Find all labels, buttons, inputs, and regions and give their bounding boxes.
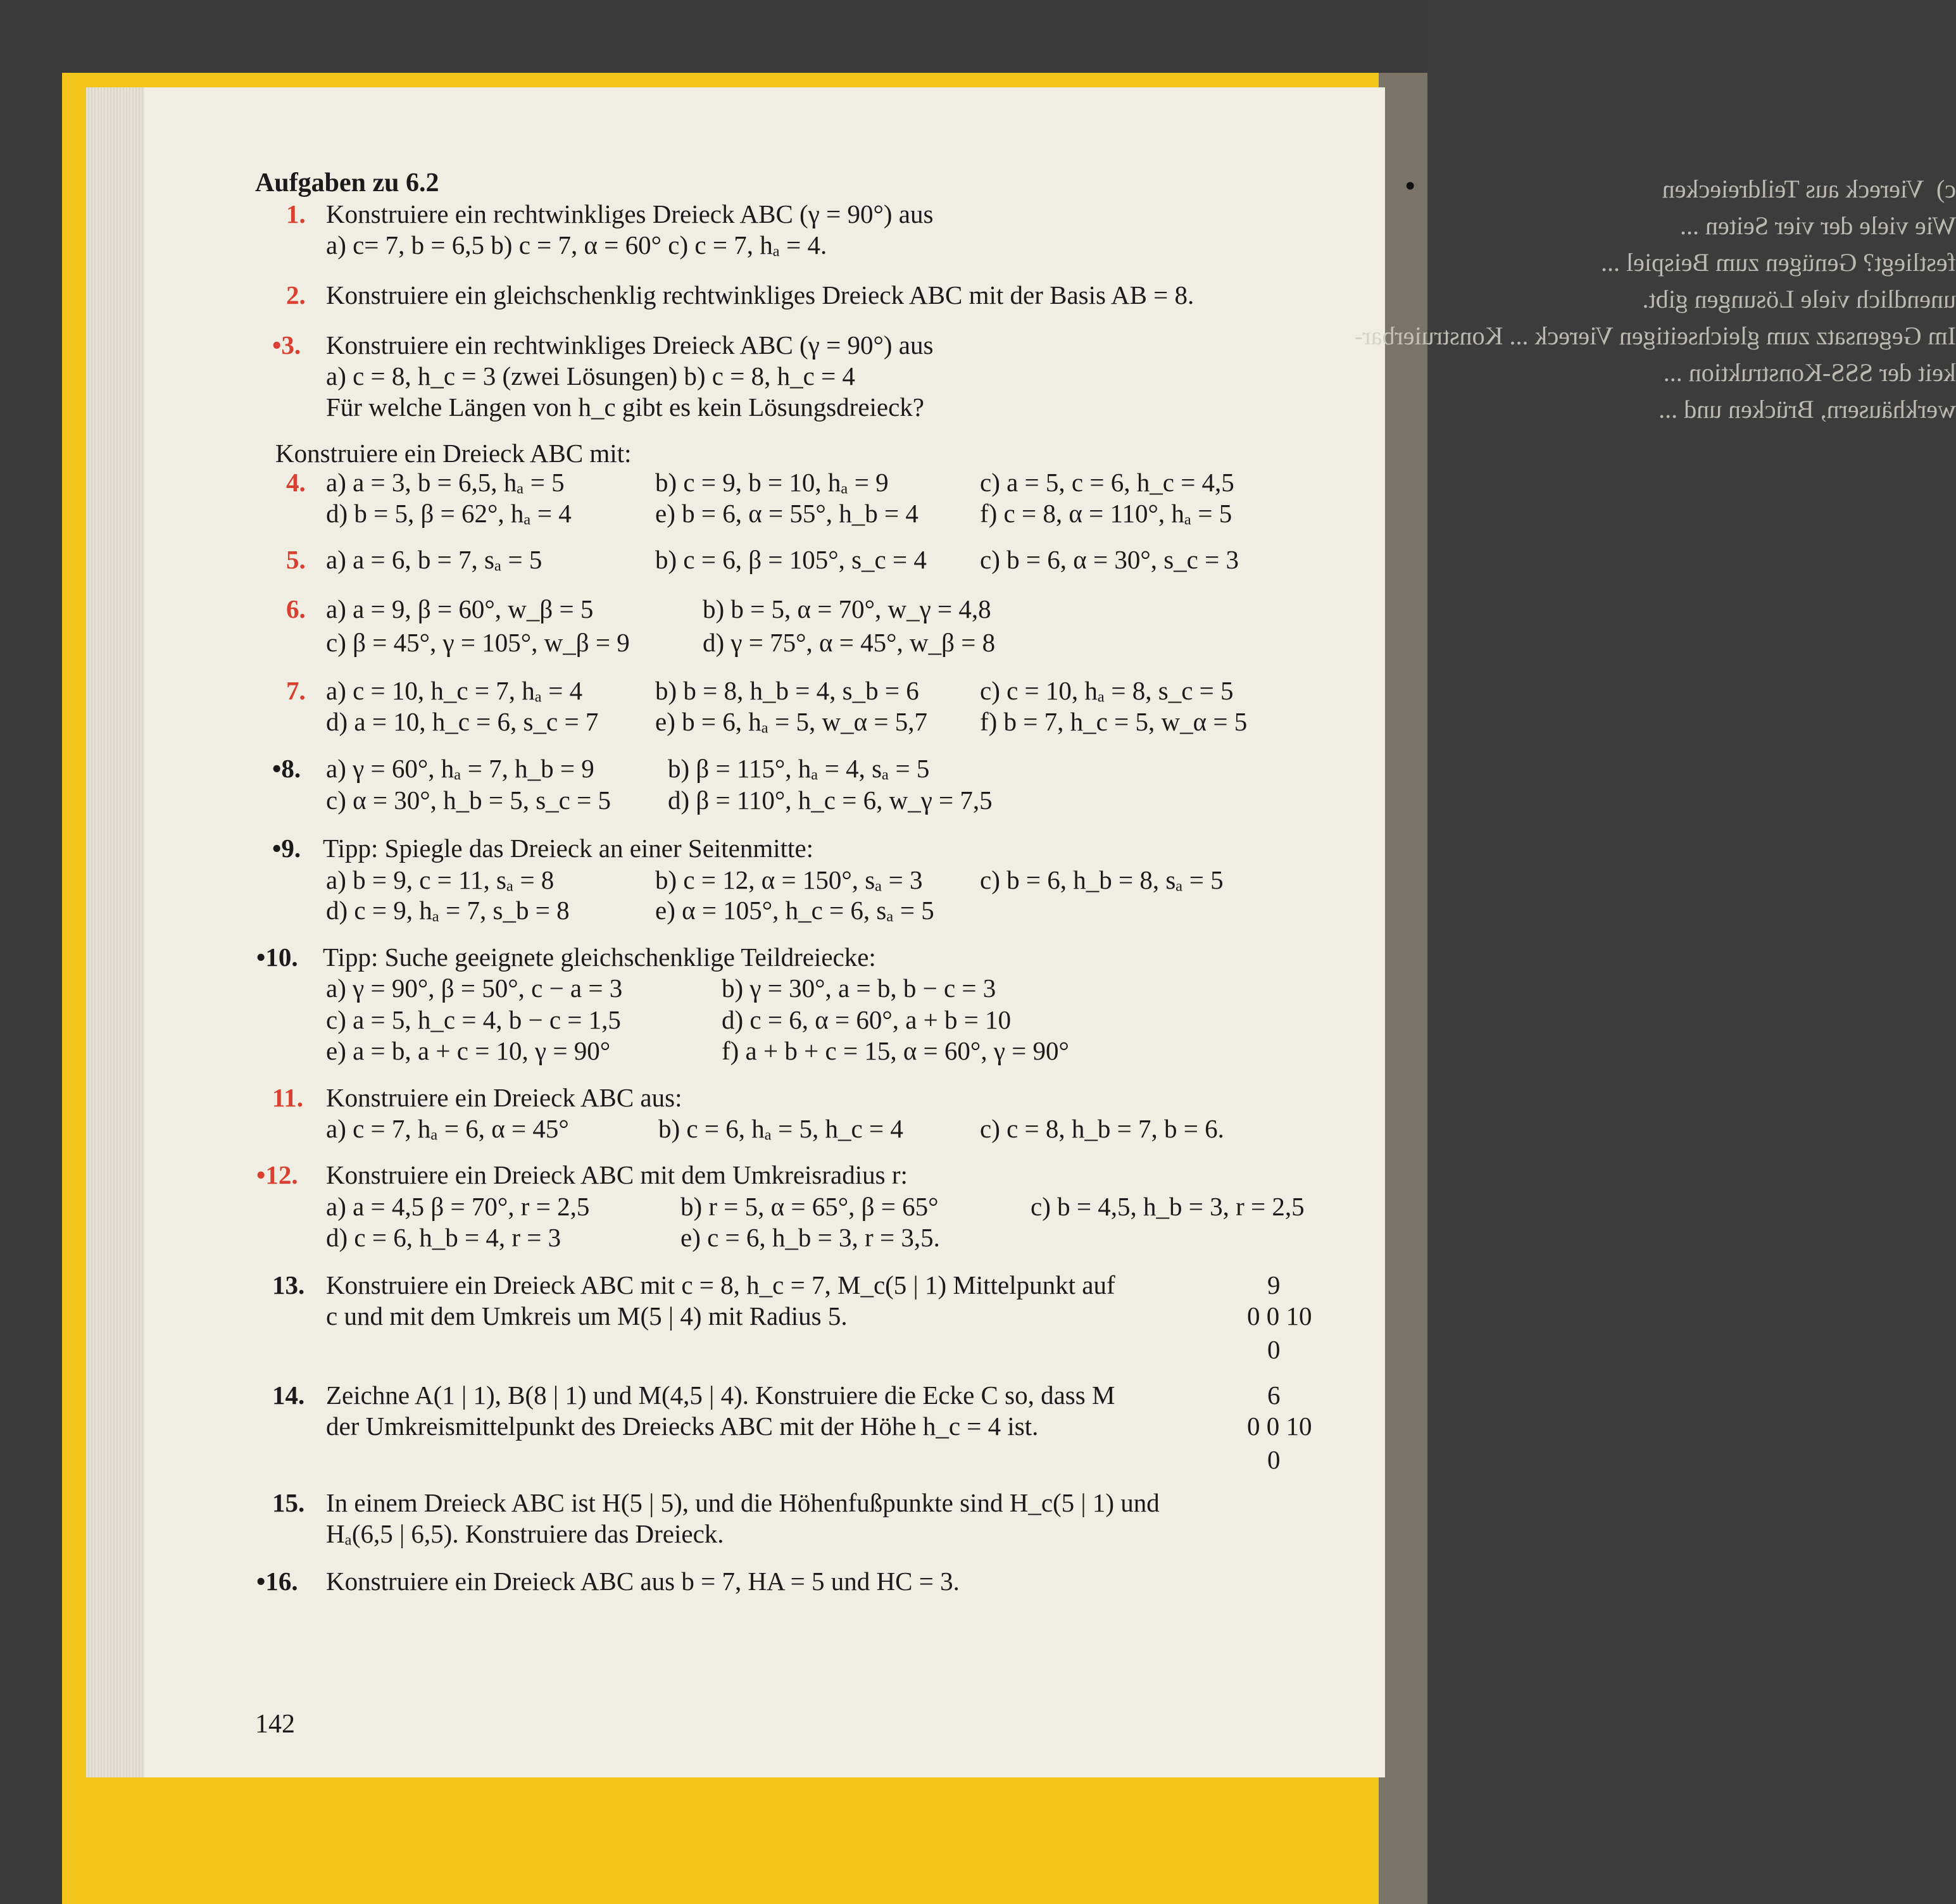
exercise-line: c und mit dem Umkreis um M(5 | 4) mit Radius 5.: [326, 1301, 848, 1331]
exercise-line: a) c = 7, hₐ = 6, α = 45°: [326, 1114, 569, 1143]
exercise-line: b) b = 5, α = 70°, w_γ = 4,8: [703, 594, 991, 623]
exercise-line: a) c = 10, h_c = 7, hₐ = 4: [326, 676, 583, 705]
exercise-line: a) a = 9, β = 60°, w_β = 5: [326, 594, 594, 623]
exercise-line: a) a = 3, b = 6,5, hₐ = 5: [326, 468, 565, 497]
exercise-line: b) γ = 30°, a = b, b − c = 3: [722, 974, 996, 1003]
exercise-line: Für welche Längen von h_c gibt es kein Lösungsdreieck?: [326, 392, 925, 422]
exercise-line: b) c = 6, hₐ = 5, h_c = 4: [658, 1114, 903, 1143]
exercise-number: 2.: [286, 280, 306, 310]
exercise-line: c) a = 5, c = 6, h_c = 4,5: [980, 468, 1234, 497]
page-number: 142: [255, 1710, 295, 1739]
exercise-line: c) β = 45°, γ = 105°, w_β = 9: [326, 628, 630, 657]
exercise-line: a) a = 6, b = 7, sₐ = 5: [326, 545, 542, 574]
exercise-line: b) c = 6, β = 105°, s_c = 4: [655, 545, 927, 574]
exercise-number: 15.: [272, 1488, 305, 1517]
exercise-line: Tipp: Spiegle das Dreieck an einer Seitenmitte:: [323, 834, 814, 863]
right-edge-mark: •: [1405, 170, 1415, 201]
exercise-line: d) a = 10, h_c = 6, s_c = 7: [326, 707, 599, 736]
exercise-line: Tipp: Suche geeignete gleichschenklige Teildreiecke:: [323, 943, 876, 972]
exercise-line: f) a + b + c = 15, α = 60°, γ = 90°: [722, 1036, 1069, 1065]
exercise-line: Konstruiere ein Dreieck ABC aus:: [326, 1083, 682, 1112]
exercise-line: Zeichne A(1 | 1), B(8 | 1) und M(4,5 | 4). Konstruiere die Ecke C so, dass M: [326, 1381, 1115, 1410]
exercise-line: d) β = 110°, h_c = 6, w_γ = 7,5: [668, 786, 993, 815]
section-heading: Aufgaben zu 6.2: [255, 168, 439, 197]
exercise-line: Hₐ(6,5 | 6,5). Konstruiere das Dreieck.: [326, 1519, 724, 1548]
exercise-line: d) b = 5, β = 62°, hₐ = 4: [326, 499, 572, 528]
exercise-line: e) b = 6, hₐ = 5, w_α = 5,7: [655, 707, 928, 736]
side-number: 0 0 10: [1247, 1301, 1312, 1331]
exercise-line: Konstruiere ein Dreieck ABC mit:: [275, 439, 632, 468]
side-number: 0: [1267, 1335, 1281, 1364]
exercise-line: Konstruiere ein rechtwinkliges Dreieck ABC (γ = 90°) aus: [326, 199, 934, 229]
exercise-line: c) b = 6, h_b = 8, sₐ = 5: [980, 865, 1224, 894]
exercise-line: Konstruiere ein Dreieck ABC mit dem Umkreisradius r:: [326, 1160, 908, 1189]
bleed-through-text: c) Viereck aus Teildreiecken Wie viele der vier Seiten ... festliegt? Genügen zum Beispiel ... unendlich viele Lösungen gibt. Im Gegensatz zum gleichseitigen Viereck ... Konstruierbar- keit der SSS-Konstruktion ... werkhäusern, Brücken und ...: [1354, 175, 1956, 423]
exercise-line: c) α = 30°, h_b = 5, s_c = 5: [326, 786, 611, 815]
exercise-line: a) a = 4,5 β = 70°, r = 2,5: [326, 1192, 590, 1221]
exercise-line: In einem Dreieck ABC ist H(5 | 5), und die Höhenfußpunkte sind H_c(5 | 1) und: [326, 1488, 1160, 1517]
exercise-line: a) b = 9, c = 11, sₐ = 8: [326, 865, 555, 894]
exercise-line: e) b = 6, α = 55°, h_b = 4: [655, 499, 918, 528]
exercise-line: Konstruiere ein Dreieck ABC mit c = 8, h_c = 7, M_c(5 | 1) Mittelpunkt auf: [326, 1270, 1115, 1300]
exercise-number: 5.: [286, 545, 306, 574]
exercise-line: f) b = 7, h_c = 5, w_α = 5: [980, 707, 1248, 736]
exercise-line: a) γ = 60°, hₐ = 7, h_b = 9: [326, 754, 594, 783]
exercise-line: e) a = b, a + c = 10, γ = 90°: [326, 1036, 611, 1065]
exercise-number: 13.: [272, 1270, 305, 1300]
exercise-line: a) γ = 90°, β = 50°, c − a = 3: [326, 974, 623, 1003]
exercise-line: e) α = 105°, h_c = 6, sₐ = 5: [655, 896, 934, 925]
exercise-number: 1.: [286, 199, 306, 229]
exercise-line: c) a = 5, h_c = 4, b − c = 1,5: [326, 1005, 621, 1034]
exercise-line: Konstruiere ein rechtwinkliges Dreieck ABC (γ = 90°) aus: [326, 330, 934, 360]
exercise-number: •12.: [256, 1160, 298, 1189]
exercise-line: c) b = 6, α = 30°, s_c = 3: [980, 545, 1239, 574]
exercise-line: c) b = 4,5, h_b = 3, r = 2,5: [1031, 1192, 1305, 1221]
exercise-number: 7.: [286, 676, 306, 705]
exercise-line: f) c = 8, α = 110°, hₐ = 5: [980, 499, 1232, 528]
exercise-line: b) b = 8, h_b = 4, s_b = 6: [655, 676, 919, 705]
exercise-line: d) c = 6, α = 60°, a + b = 10: [722, 1005, 1012, 1034]
exercise-number: 11.: [272, 1083, 303, 1112]
exercise-number: •8.: [272, 754, 301, 783]
side-number: 9: [1267, 1270, 1281, 1300]
exercise-number: 14.: [272, 1381, 305, 1410]
exercise-number: •16.: [256, 1567, 298, 1596]
exercise-number: •9.: [272, 834, 301, 863]
exercise-line: b) r = 5, α = 65°, β = 65°: [680, 1192, 939, 1221]
exercise-line: der Umkreismittelpunkt des Dreiecks ABC mit der Höhe h_c = 4 ist.: [326, 1412, 1039, 1441]
exercise-line: b) c = 9, b = 10, hₐ = 9: [655, 468, 889, 497]
exercise-line: b) c = 12, α = 150°, sₐ = 3: [655, 865, 923, 894]
exercise-line: a) c= 7, b = 6,5 b) c = 7, α = 60° c) c = 7, hₐ = 4.: [326, 230, 827, 260]
side-number: 6: [1267, 1381, 1281, 1410]
exercise-number: •10.: [256, 943, 298, 972]
exercise-line: Konstruiere ein gleichschenklig rechtwinkliges Dreieck ABC mit der Basis AB = 8.: [326, 280, 1194, 310]
exercise-line: d) c = 9, hₐ = 7, s_b = 8: [326, 896, 570, 925]
exercise-line: b) β = 115°, hₐ = 4, sₐ = 5: [668, 754, 930, 783]
side-number: 0 0 10: [1247, 1412, 1312, 1441]
exercise-number: 4.: [286, 468, 306, 497]
exercise-number: 6.: [286, 594, 306, 623]
exercise-line: d) c = 6, h_b = 4, r = 3: [326, 1223, 561, 1252]
exercise-line: a) c = 8, h_c = 3 (zwei Lösungen) b) c = 8, h_c = 4: [326, 361, 855, 391]
exercise-line: Konstruiere ein Dreieck ABC aus b = 7, HA = 5 und HC = 3.: [326, 1567, 960, 1596]
exercise-line: d) γ = 75°, α = 45°, w_β = 8: [703, 628, 996, 657]
exercise-line: e) c = 6, h_b = 3, r = 3,5.: [680, 1223, 940, 1252]
side-number: 0: [1267, 1445, 1281, 1474]
exercise-line: c) c = 8, h_b = 7, b = 6.: [980, 1114, 1224, 1143]
exercise-line: c) c = 10, hₐ = 8, s_c = 5: [980, 676, 1234, 705]
exercise-number: •3.: [272, 330, 301, 360]
